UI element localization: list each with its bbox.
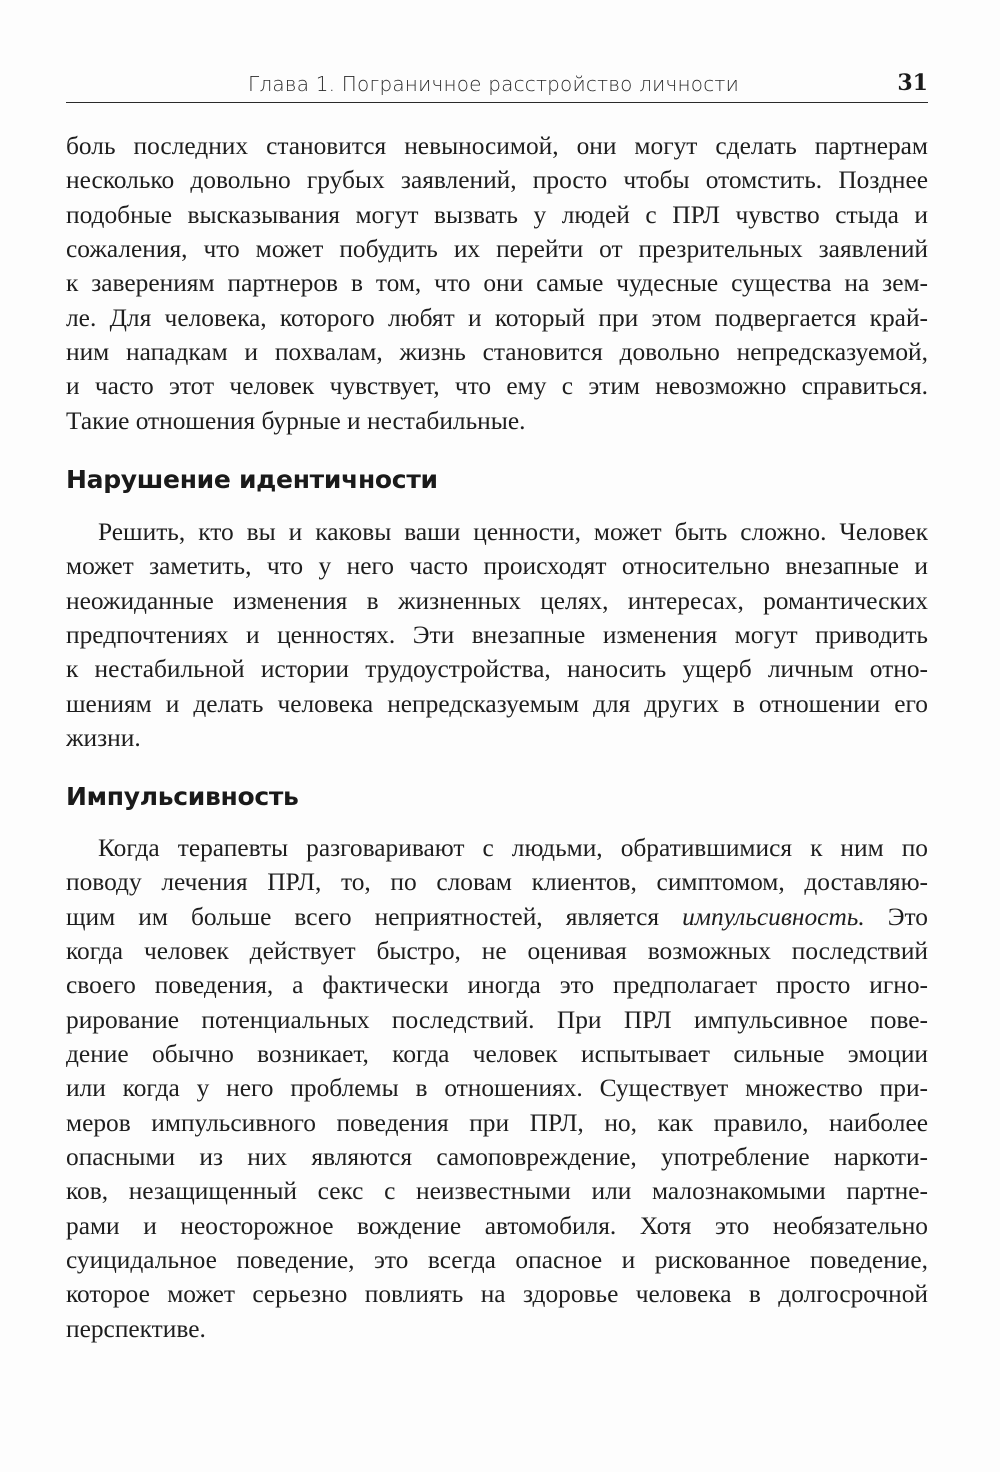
page-number: 31 <box>897 70 928 96</box>
text-line: сожаления, что может побудить их перейти от презрительных заявлений <box>66 235 928 264</box>
text-line: ним нападкам и похвалам, жизнь становится довольно непредсказуемой, <box>66 338 928 367</box>
paragraph-continuation <box>66 129 928 438</box>
text-line: дение обычно возникает, когда человек испытывает сильные эмоции <box>66 1040 928 1069</box>
text-line: боль последних становится невыносимой, они могут сделать партнерам <box>66 132 928 160</box>
text-line: поводу лечения ПРЛ, то, по словам клиентов, симптомом, доставляю- <box>66 868 928 897</box>
text-line: когда человек действует быстро, не оценивая возможных последствий <box>66 937 928 966</box>
text-line: неожиданные изменения в жизненных целях, интересах, романтических <box>66 586 928 615</box>
section-heading-identity: Нарушение идентичности <box>66 465 438 494</box>
text-line: Когда терапевты разговаривают с людьми, обратившимися к ним по <box>98 834 928 862</box>
running-header <box>66 68 928 103</box>
chapter-title: Глава 1. Пограничное расстройство личности <box>248 72 739 96</box>
text-line: подобные высказывания могут вызвать у людей с ПРЛ чувство стыда и <box>66 200 928 229</box>
paragraph-impulsivity <box>66 831 928 1346</box>
text-line: может заметить, что у него часто происходят относительно внезапные и <box>66 552 928 581</box>
text-line: ков, незащищенный секс с неизвестными или малознакомыми партне- <box>66 1177 928 1206</box>
text-line: суицидальное поведение, это всегда опасное и рискованное поведение, <box>66 1246 928 1275</box>
text-line-with-emphasis <box>66 900 928 934</box>
text-line: Такие отношения бурные и нестабильные. <box>66 406 526 435</box>
text-fragment: щим им больше всего неприятностей, является <box>66 902 683 931</box>
text-line: шениям и делать человека непредсказуемым для других в отношении его <box>66 689 928 718</box>
text-line: жизни. <box>66 724 141 753</box>
text-line: ле. Для человека, которого любят и который при этом подвергается край- <box>66 303 928 332</box>
text-line: несколько довольно грубых заявлений, просто чтобы отомстить. Позднее <box>66 166 928 195</box>
text-line: к нестабильной истории трудоустройства, наносить ущерб личным отно- <box>66 655 928 684</box>
section-heading-impulsivity: Импульсивность <box>66 782 299 811</box>
text-fragment: Это <box>864 902 928 931</box>
text-line: перспективе. <box>66 1314 206 1343</box>
text-line: которое может серьезно повлиять на здоровье человека в долгосрочной <box>66 1280 928 1309</box>
emphasized-term: импульсивность. <box>682 902 865 931</box>
text-line: или когда у него проблемы в отношениях. Существует множество при- <box>66 1074 928 1103</box>
text-line: предпочтениях и ценностях. Эти внезапные изменения могут приводить <box>66 621 928 650</box>
text-line: меров импульсивного поведения при ПРЛ, но, как правило, наиболее <box>66 1108 928 1137</box>
text-line: к заверениям партнеров в том, что они самые чудесные существа на зем- <box>66 269 928 298</box>
text-line: рами и неосторожное вождение автомобиля. Хотя это необязательно <box>66 1211 928 1240</box>
paragraph-identity <box>66 515 928 755</box>
text-line: Решить, кто вы и каковы ваши ценности, может быть сложно. Человек <box>98 518 928 546</box>
text-line: опасными из них являются самоповреждение, употребление наркоти- <box>66 1143 928 1172</box>
text-line: рирование потенциальных последствий. При ПРЛ импульсивное пове- <box>66 1005 928 1034</box>
text-line: своего поведения, а фактически иногда это предполагает просто игно- <box>66 971 928 1000</box>
text-line: и часто этот человек чувствует, что ему с этим невозможно справиться. <box>66 372 928 401</box>
